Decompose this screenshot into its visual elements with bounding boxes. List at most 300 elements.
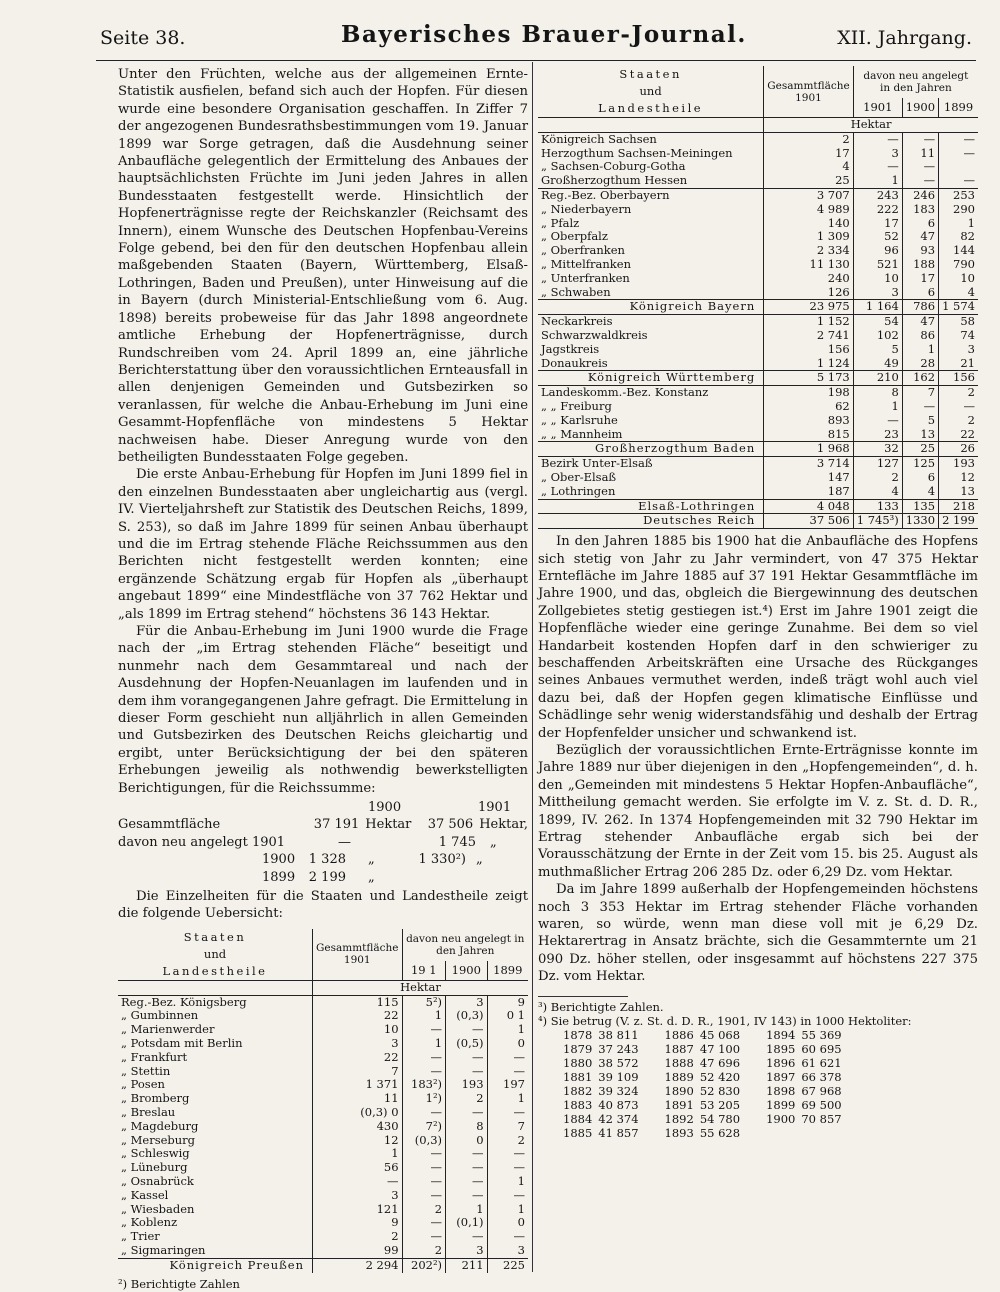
row-label: „ Schwaben: [541, 284, 611, 299]
cell-gesammt: 3 714: [764, 457, 854, 471]
table-preussen-body: [118, 995, 528, 1272]
summary-row-1900: 1900 1 328 „ 1 330²) „: [262, 852, 483, 868]
table-row: [538, 258, 978, 272]
cell-gesammt: 126: [764, 286, 854, 300]
cell-year-3: 790: [939, 258, 978, 272]
table-row: [118, 1078, 528, 1092]
row-label: „ Merseburg: [121, 1132, 196, 1147]
beer-value: 54 780: [699, 1111, 741, 1126]
table-row: [118, 1009, 528, 1023]
cell-year-3: 0: [487, 1216, 528, 1230]
volume-year: XII. Jahrgang.: [837, 27, 972, 49]
row-label: „ Osnabrück: [121, 1173, 194, 1188]
row-label: „ Kassel: [121, 1187, 169, 1202]
cell-year-3: 144: [939, 244, 978, 258]
row-label: „ Sachsen-Coburg-Gotha: [541, 159, 686, 174]
beer-value: 69 500: [801, 1097, 842, 1112]
cell-year-1: —: [402, 1175, 446, 1189]
paragraph-yield-estimate: Bezüglich der voraussichtlichen Ernte-Erträgnisse konnte im Jahre 1889 nur über diejenigen in den „Hopfengemeinden“, d. h. den „Gemeinden mit mindestens 5 Hektar Hopfen-Anbaufläche“, Mittheilung gemacht werden. Sie erfolgte im V. z. St. d. D. R., 1899, IV. 262. In 1374 Hopfengemeinden mit 32 790 Hektar im Ertrag stehender Anbaufläche ergab sich bei der Vorausschätzung der Ernte in der Zeit vom 15. bis 25. August als muthmaßlicher Ertrag 206 285 Dz. oder 6,29 Dz. vom Hektar.: [538, 742, 978, 880]
row-label: „ Frankfurt: [121, 1049, 188, 1064]
cell-year-2: —: [902, 174, 938, 188]
column-divider: [532, 62, 533, 1272]
cell-year-1: 5: [853, 343, 902, 357]
cell-year-1: 52: [853, 230, 902, 244]
beer-year: 1887: [664, 1041, 694, 1056]
table-row: [538, 132, 978, 146]
row-label: „ Schleswig: [121, 1146, 190, 1161]
cell-year-1: 3: [853, 147, 902, 161]
cell-gesammt: 2 334: [764, 244, 854, 258]
cell-year-3: 1 574: [939, 300, 978, 315]
table-row: [538, 286, 978, 300]
table-row: [538, 428, 978, 442]
cell-year-3: 3: [487, 1244, 528, 1258]
cell-year-3: 1: [487, 1175, 528, 1189]
cell-year-3: 2: [939, 386, 978, 400]
table-row: [538, 160, 978, 174]
cell-year-1: 4: [853, 485, 902, 499]
col-head-r-y2: 1900: [902, 98, 938, 117]
cell-year-2: 188: [902, 258, 938, 272]
cell-gesammt: 1: [313, 1147, 403, 1161]
beer-year: 1879: [563, 1041, 593, 1056]
cell-year-2: (0,3): [446, 1009, 488, 1023]
cell-year-1: —: [402, 1147, 446, 1161]
cell-year-2: —: [446, 1161, 488, 1175]
cell-year-1: —: [402, 1023, 446, 1037]
col-head-gesammt-r: Gesammtfläche 1901: [764, 66, 854, 118]
beer-value: 60 695: [801, 1041, 842, 1056]
table-row: [538, 230, 978, 244]
col-head-y1: 19 1: [402, 961, 446, 980]
row-label: „ Sigmaringen: [121, 1242, 206, 1257]
cell-year-3: 74: [939, 329, 978, 343]
cell-year-3: 7: [487, 1120, 528, 1134]
unit-hektar-r: Hektar: [764, 118, 978, 133]
cell-year-3: 1: [487, 1023, 528, 1037]
row-label: „ „ Karlsruhe: [541, 412, 618, 427]
cell-year-3: 58: [939, 315, 978, 329]
beer-year: 1888: [664, 1055, 694, 1070]
cell-year-3: 218: [939, 499, 978, 514]
cell-year-3: 253: [939, 188, 978, 202]
table-row: [538, 244, 978, 258]
col-head-staaten-r: Staaten und Landestheile: [538, 66, 764, 118]
cell-year-2: —: [446, 1106, 488, 1120]
table-row: [118, 1092, 528, 1106]
beer-year: 1886: [664, 1027, 694, 1042]
footnote-4: ⁴) Sie betrug (V. z. St. d. D. R., 1901, IV 143) in 1000 Hektoliter:: [538, 1013, 912, 1028]
summary-row-1899: 1899 2 199 „: [262, 869, 375, 885]
table-row: [538, 471, 978, 485]
col-head-davon-r: davon neu angelegt in den Jahren: [853, 66, 978, 98]
cell-year-1: 10: [853, 272, 902, 286]
cell-gesammt: 121: [313, 1203, 403, 1217]
cell-year-1: —: [402, 1051, 446, 1065]
cell-gesammt: 2: [313, 1230, 403, 1244]
cell-year-1: 1: [853, 174, 902, 188]
cell-gesammt: 22: [313, 1009, 403, 1023]
cell-year-2: 7: [902, 386, 938, 400]
cell-year-3: 0: [487, 1037, 528, 1051]
beer-year: 1892: [664, 1111, 694, 1126]
row-label: Schwarzwaldkreis: [541, 327, 648, 342]
beer-year: 1899: [766, 1097, 796, 1112]
row-label: „ Koblenz: [121, 1215, 178, 1230]
cell-gesammt: 187: [764, 485, 854, 499]
table-preussen-wrap: [118, 929, 528, 1273]
row-label: „ Niederbayern: [541, 201, 632, 216]
footnote-left: ²) Berichtigte Zahlen: [118, 1276, 240, 1291]
cell-gesammt: 25: [764, 174, 854, 188]
cell-year-1: 7²): [402, 1120, 446, 1134]
cell-gesammt: 240: [764, 272, 854, 286]
cell-year-3: 1: [487, 1203, 528, 1217]
page-header: [96, 21, 976, 61]
cell-gesammt: 9: [313, 1216, 403, 1230]
cell-year-1: 2: [853, 471, 902, 485]
beer-year: 1890: [664, 1083, 694, 1098]
table-row: [538, 272, 978, 286]
reich-summary: [118, 799, 528, 886]
row-label: „ Marienwerder: [121, 1022, 215, 1037]
paragraph-survey-1900: Für die Anbau-Erhebung im Juni 1900 wurde die Frage nach der „im Ertrag stehenden Fläche“ beseitigt und nunmehr nach dem Gesammtareal und nach der Ausdehnung der Hopfen-Neuanlagen im laufenden und in dem ihm vorangegangenen Jahre gefragt. Die Ermittelung in dieser Form geschieht nun alljährlich in allen Gemeinden und Gutsbezirken des Deutschen Reichs gleichartig und ergibt, unter Berücksichtigung der bei den späteren Erhebungen jeweilig als nothwendig bewerkstelligten Berichtigungen, für die Reichssumme:: [118, 624, 528, 796]
beer-value: 41 857: [598, 1125, 639, 1140]
beer-value: 66 378: [801, 1069, 842, 1084]
table-row: [118, 1065, 528, 1079]
cell-gesammt: 1 371: [313, 1078, 403, 1092]
table-row: [538, 386, 978, 400]
row-label: „ Unterfranken: [541, 270, 630, 285]
beer-year: 1878: [563, 1027, 593, 1042]
row-label: „ Ober-Elsaß: [541, 469, 617, 484]
beer-row: [563, 1112, 868, 1126]
beer-value: 40 873: [598, 1097, 639, 1112]
table-row: [118, 1161, 528, 1175]
cell-year-2: 125: [902, 457, 938, 471]
cell-gesammt: 11: [313, 1092, 403, 1106]
beer-row: [563, 1098, 868, 1112]
table-states-body: [538, 132, 978, 528]
row-label: „ Posen: [121, 1077, 165, 1092]
cell-year-1: 133: [853, 499, 902, 514]
cell-year-3: —: [487, 1161, 528, 1175]
row-label: Königreich Sachsen: [541, 131, 657, 146]
cell-year-2: 786: [902, 300, 938, 315]
cell-year-3: 9: [487, 995, 528, 1009]
cell-year-2: 5: [902, 414, 938, 428]
cell-year-2: —: [446, 1023, 488, 1037]
cell-year-1: 96: [853, 244, 902, 258]
beer-value: 39 109: [598, 1069, 639, 1084]
table-row: [118, 995, 528, 1009]
table-row-total: [538, 499, 978, 514]
cell-year-2: (0,5): [446, 1037, 488, 1051]
row-label: „ Oberpfalz: [541, 229, 608, 244]
table-row: [538, 457, 978, 471]
beer-value: 45 068: [699, 1027, 741, 1042]
cell-year-2: 3: [446, 1244, 488, 1258]
cell-gesammt: 22: [313, 1051, 403, 1065]
row-label: Jagstkreis: [541, 341, 600, 356]
cell-year-2: 93: [902, 244, 938, 258]
beer-year: 1894: [766, 1027, 796, 1042]
table-row: [538, 174, 978, 188]
cell-year-1: 3: [853, 286, 902, 300]
cell-year-3: —: [487, 1051, 528, 1065]
beer-value: 70 857: [801, 1111, 842, 1126]
cell-year-1: 102: [853, 329, 902, 343]
beer-row: [563, 1070, 868, 1084]
col-head-staaten: Staaten und Landestheile: [118, 929, 313, 981]
row-label: „ Trier: [121, 1229, 160, 1244]
cell-year-1: —: [402, 1216, 446, 1230]
table-row: [118, 1230, 528, 1244]
beer-year: 1891: [664, 1097, 694, 1112]
cell-year-1: 17: [853, 217, 902, 231]
cell-gesammt: 5 173: [764, 371, 854, 386]
beer-year: 1900: [766, 1111, 796, 1126]
cell-year-3: 290: [939, 203, 978, 217]
cell-gesammt: 430: [313, 1120, 403, 1134]
beer-value: 52 830: [699, 1083, 741, 1098]
cell-year-2: 47: [902, 230, 938, 244]
cell-year-3: 225: [487, 1258, 528, 1272]
col-head-gesammt: Gesammtfläche 1901: [313, 929, 403, 981]
cell-year-2: 13: [902, 428, 938, 442]
table-preussen: [118, 929, 528, 1273]
cell-year-1: 23: [853, 428, 902, 442]
table-row: [538, 329, 978, 343]
beer-row: [563, 1056, 868, 1070]
col-head-r-y3: 1899: [939, 98, 978, 117]
cell-year-2: 17: [902, 272, 938, 286]
cell-year-3: 0 1: [487, 1009, 528, 1023]
table-row: [118, 1244, 528, 1258]
summary-row-total: Gesammtfläche 37 191 Hektar 37 506 Hektar,: [118, 817, 528, 833]
cell-year-3: 2 199: [939, 514, 978, 529]
cell-year-3: —: [487, 1230, 528, 1244]
beer-value: [801, 1126, 867, 1140]
cell-year-1: 1: [402, 1037, 446, 1051]
beer-year: 1883: [563, 1097, 593, 1112]
beer-year: 1896: [766, 1055, 796, 1070]
cell-year-1: 521: [853, 258, 902, 272]
beer-value: 47 100: [699, 1041, 741, 1056]
cell-year-2: 1330: [902, 514, 938, 529]
beer-value: 38 572: [598, 1055, 639, 1070]
cell-year-2: 183: [902, 203, 938, 217]
table-row: [118, 1106, 528, 1120]
cell-year-1: 54: [853, 315, 902, 329]
table-row: [538, 203, 978, 217]
cell-year-3: 4: [939, 286, 978, 300]
summary-header: 1900 1901: [368, 800, 512, 816]
table-states: [538, 66, 978, 529]
cell-year-1: 5²): [402, 995, 446, 1009]
cell-year-1: 1²): [402, 1092, 446, 1106]
col-head-r-y1: 1901: [853, 98, 902, 117]
cell-year-2: 0: [446, 1134, 488, 1148]
summary-row-new: davon neu angelegt 1901 — 1 745 „: [118, 834, 497, 850]
cell-year-2: 11: [902, 147, 938, 161]
cell-year-1: 32: [853, 442, 902, 457]
row-label: „ Bromberg: [121, 1091, 190, 1106]
beer-year: 1889: [664, 1069, 694, 1084]
cell-gesammt: 115: [313, 995, 403, 1009]
cell-year-3: 13: [939, 485, 978, 499]
beer-value: 67 968: [801, 1083, 842, 1098]
cell-year-3: 1: [939, 217, 978, 231]
cell-gesammt: 2 294: [313, 1258, 403, 1272]
row-label: Reg.-Bez. Königsberg: [121, 994, 247, 1009]
cell-year-2: 25: [902, 442, 938, 457]
cell-year-2: —: [446, 1051, 488, 1065]
row-label: „ „ Freiburg: [541, 398, 612, 413]
beer-year: 1895: [766, 1041, 796, 1056]
cell-year-3: —: [487, 1065, 528, 1079]
row-label: Bezirk Unter-Elsaß: [538, 457, 764, 471]
cell-year-3: 21: [939, 357, 978, 371]
cell-year-3: 2: [939, 414, 978, 428]
cell-year-2: —: [446, 1175, 488, 1189]
cell-year-3: 22: [939, 428, 978, 442]
beer-value: 53 205: [699, 1097, 741, 1112]
row-label: „ Wiesbaden: [121, 1201, 195, 1216]
cell-gesammt: 4: [764, 160, 854, 174]
cell-year-1: —: [402, 1161, 446, 1175]
cell-year-3: 193: [939, 457, 978, 471]
table-row: [538, 343, 978, 357]
cell-year-2: —: [446, 1230, 488, 1244]
cell-year-2: 162: [902, 371, 938, 386]
row-label: Königreich Württemberg: [538, 371, 764, 386]
row-label: „ Magdeburg: [121, 1118, 199, 1133]
cell-year-3: [939, 160, 978, 174]
cell-year-3: —: [487, 1106, 528, 1120]
cell-gesammt: 7: [313, 1065, 403, 1079]
cell-year-2: —: [446, 1147, 488, 1161]
cell-year-2: 1: [902, 343, 938, 357]
cell-gesammt: 156: [764, 343, 854, 357]
cell-gesammt: 4 989: [764, 203, 854, 217]
table-row: [118, 1216, 528, 1230]
table-row: [538, 147, 978, 161]
cell-gesammt: 62: [764, 400, 854, 414]
table-row: [118, 1051, 528, 1065]
cell-gesammt: 4 048: [764, 499, 854, 514]
cell-gesammt: 56: [313, 1161, 403, 1175]
row-label: „ Stettin: [121, 1063, 171, 1078]
footnote-3: ³) Berichtigte Zahlen.: [538, 999, 664, 1014]
cell-gesammt: 37 506: [764, 514, 854, 529]
cell-year-2: —: [902, 132, 938, 146]
cell-year-1: —: [402, 1065, 446, 1079]
beer-year: 1893: [664, 1125, 694, 1140]
cell-year-2: 86: [902, 329, 938, 343]
cell-year-2: (0,1): [446, 1216, 488, 1230]
cell-gesammt: 99: [313, 1244, 403, 1258]
beer-value: 61 621: [801, 1055, 842, 1070]
cell-year-2: —: [446, 1065, 488, 1079]
beer-year: 1898: [766, 1083, 796, 1098]
cell-year-2: 211: [446, 1258, 488, 1272]
cell-year-1: 1: [402, 1009, 446, 1023]
beer-row: [563, 1042, 868, 1056]
cell-gesammt: 2: [764, 132, 854, 146]
beer-row: [563, 1126, 868, 1140]
cell-year-2: 6: [902, 286, 938, 300]
cell-gesammt: 2 741: [764, 329, 854, 343]
table-row: [538, 188, 978, 202]
beer-production-table: [563, 1028, 868, 1140]
col-head-y3: 1899: [487, 961, 528, 980]
row-label: Königreich Bayern: [538, 300, 764, 315]
cell-year-2: 3: [446, 995, 488, 1009]
cell-year-1: —: [853, 160, 902, 174]
cell-year-1: 243: [853, 188, 902, 202]
beer-year: 1882: [563, 1083, 593, 1098]
cell-year-1: —: [853, 414, 902, 428]
beer-value: 39 324: [598, 1083, 639, 1098]
beer-year: [766, 1126, 801, 1140]
table-row: [118, 1023, 528, 1037]
cell-year-3: 197: [487, 1078, 528, 1092]
cell-year-1: 1 164: [853, 300, 902, 315]
unit-hektar: Hektar: [313, 980, 529, 995]
table-row-reich: [538, 514, 978, 529]
row-label: Elsaß-Lothringen: [538, 499, 764, 514]
cell-gesammt: 140: [764, 217, 854, 231]
beer-year: 1881: [563, 1069, 593, 1084]
table-row: [538, 217, 978, 231]
cell-year-3: 12: [939, 471, 978, 485]
cell-year-3: 1: [487, 1092, 528, 1106]
cell-gesammt: 3: [313, 1189, 403, 1203]
cell-year-2: —: [902, 160, 938, 174]
cell-gesammt: 198: [764, 386, 854, 400]
cell-gesammt: 3 707: [764, 188, 854, 202]
cell-year-2: 135: [902, 499, 938, 514]
cell-year-2: 6: [902, 471, 938, 485]
row-label: „ Mittelfranken: [541, 256, 631, 271]
cell-gesammt: 147: [764, 471, 854, 485]
beer-value: 42 374: [598, 1111, 639, 1126]
col-head-y2: 1900: [446, 961, 488, 980]
beer-value: 55 628: [699, 1125, 741, 1140]
row-label: Donaukreis: [541, 355, 608, 370]
cell-year-2: 246: [902, 188, 938, 202]
table-row: [118, 1120, 528, 1134]
cell-gesammt: 23 975: [764, 300, 854, 315]
row-label: „ „ Mannheim: [541, 426, 623, 441]
cell-year-2: 4: [902, 485, 938, 499]
cell-gesammt: 3: [313, 1037, 403, 1051]
table-row-total: [538, 300, 978, 315]
table-row-total: [538, 371, 978, 386]
cell-year-3: —: [939, 174, 978, 188]
cell-year-1: 222: [853, 203, 902, 217]
table-row-total: [538, 442, 978, 457]
cell-year-1: 2: [402, 1203, 446, 1217]
cell-year-2: 8: [446, 1120, 488, 1134]
row-label: „ Potsdam mit Berlin: [121, 1036, 243, 1051]
cell-year-1: 2: [402, 1244, 446, 1258]
cell-year-2: 6: [902, 217, 938, 231]
cell-year-2: 193: [446, 1078, 488, 1092]
cell-year-1: (0,3): [402, 1134, 446, 1148]
table-row-total: [118, 1258, 528, 1272]
